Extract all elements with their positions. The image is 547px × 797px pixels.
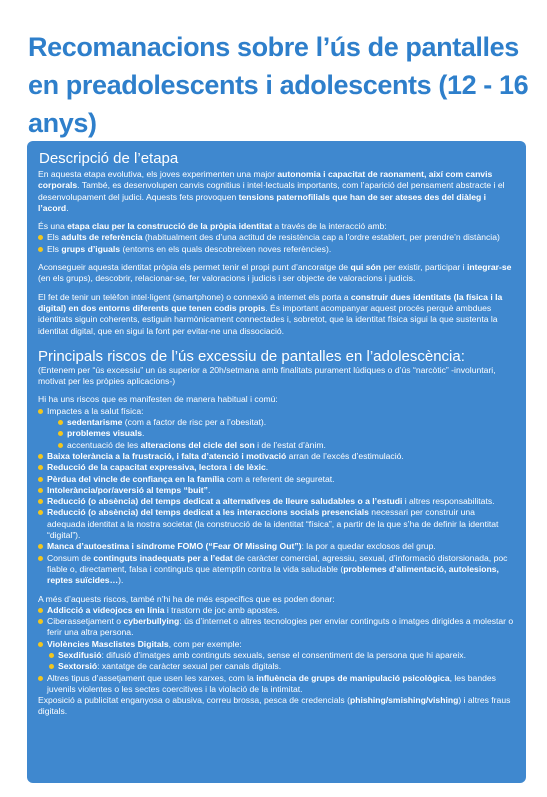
list-item (38, 474, 515, 485)
text-run: El fet de tenir un telèfon intel·ligent (smartphone) o connexió a internet els porta a (38, 291, 351, 302)
list-item (38, 605, 515, 616)
list-item (38, 232, 515, 243)
list-item (38, 639, 515, 650)
digital-violence-sub-list (38, 650, 515, 673)
list-item (38, 451, 515, 462)
text-run: ). (118, 575, 124, 586)
text-run: . També, es desenvolupen canvis cognitius i intel·lectuals importants, com l’aparició del pensament abstracte i el desenvolupament del judici. Aquests fets provoquen (38, 180, 505, 202)
bold-text: Pèrdua del vincle de confiança en la família (47, 473, 225, 484)
text-run: (com a factor de risc per a l’obesitat). (122, 417, 267, 428)
text-run: , com per exemple: (168, 638, 242, 649)
bold-text: Manca d’autoestima i síndrome FOMO (“Fear Of Missing Out”) (47, 541, 302, 552)
bold-text: adults de referència (61, 232, 143, 243)
bold-text: Reducció (o absència) del temps dedicat a alternatives de lleure saludables o a l’estudi (47, 496, 403, 507)
bold-text: alteracions del cicle del son (140, 439, 255, 450)
text-run: : la por a quedar exclosos del grup. (301, 541, 436, 552)
bold-text: Baixa tolerància a la frustració, i falta d’atenció i motivació (47, 450, 287, 461)
stage-paragraph (38, 169, 515, 214)
section-heading-risks: Principals riscos de l’ús excessiu de pantalles en l’adolescència: (38, 347, 465, 365)
health-risk-item (38, 406, 515, 451)
text-run: : xantatge de caràcter sexual per canals digitals. (97, 661, 282, 672)
identity-anchor-paragraph (38, 262, 515, 285)
text-run: Altres tipus d’assetjament que usen les xarxes, com la (47, 672, 257, 683)
list-item (49, 661, 515, 672)
bold-text: cyberbullying (123, 616, 180, 627)
text-run: per existir, participar i (381, 262, 467, 273)
bold-text: Reducció de la capacitat expressiva, lectora i de lèxic (47, 462, 266, 473)
bold-text: etapa clau per la construcció de la pròpia identitat (67, 221, 273, 232)
text-run: ) i altres fraus digitals. (38, 695, 511, 717)
bold-text: autonomia i capacitat de raonament, així com canvis corporals (38, 169, 493, 191)
text-run: accentuació de les (67, 439, 141, 450)
text-run: (entorns en els quals descobreixen noves referències). (120, 243, 332, 254)
bold-text: Violències Masclistes Digitals (47, 638, 169, 649)
text-run: Exposició a publicitat enganyosa o abusiva, correu brossa, pesca de credencials ( (38, 695, 350, 706)
text-run: A més d’aquests riscos, també n’hi ha de més específics que es poden donar: (38, 593, 335, 604)
bold-text: integrar-se (466, 262, 512, 273)
text-run: de caràcter comercial, agressiu, sexual, d’informació distorsionada, poc fiable o, directament, falsa i continguts que atemptin contra la vida saludable ( (47, 552, 508, 574)
closing-paragraph (38, 695, 515, 718)
bold-text: influència de grups de manipulació psicològica (256, 672, 450, 683)
bold-text: tensions paternofilials que han de ser ateses des del diàleg i l’acord (38, 191, 487, 213)
list-item (38, 541, 515, 552)
bold-text: sedentarisme (67, 417, 123, 428)
health-risk-label (47, 406, 143, 416)
list-item (49, 650, 515, 661)
text-run: (habitualment des d’una actitud de resistència cap a l’ordre establert, per prendre’n distància) (142, 232, 500, 243)
bold-text: Intolerància/por/aversió al temps “buit” (47, 484, 208, 495)
content-panel (27, 141, 526, 783)
list-item (38, 553, 515, 587)
dual-identity-paragraph (38, 292, 515, 337)
text-run: (en els grups), descobrir, relacionar-se, fer valoracions i judicis i ser objecte de valoracions i judicis. (38, 273, 416, 284)
identity-paragraph (38, 221, 515, 232)
bold-text: problemes visuals (67, 428, 142, 439)
text-run: com a referent de seguretat. (224, 473, 335, 484)
health-sub-list (47, 417, 515, 451)
text-run: Hi ha uns riscos que es manifesten de manera habitual i comú: (38, 394, 278, 405)
text-run: Impactes a la salut física: (47, 405, 144, 416)
text-run: . (207, 484, 211, 495)
text-run: i altres responsabilitats. (402, 496, 495, 507)
text-run: És una (38, 221, 68, 232)
text-run: Consum de (47, 552, 94, 563)
text-run: Els (47, 243, 62, 254)
text-run: a través de la interacció amb: (272, 221, 387, 232)
bold-text: phishing/smishing/vishing (349, 695, 459, 706)
common-risks-intro (38, 394, 515, 405)
bold-text: grups d’iguals (61, 243, 121, 254)
identity-list (38, 232, 515, 255)
list-item (58, 417, 515, 428)
other-harassment-list (38, 673, 515, 696)
specific-risks-list (38, 605, 515, 650)
text-run: . (265, 462, 269, 473)
bold-text: Addicció a videojocs en línia (47, 604, 165, 615)
list-item (38, 616, 515, 639)
common-risks-list (38, 406, 515, 451)
bold-text: construir dues identitats (la física i la digital) en dos entorns diferents que tenen codis propis (38, 291, 503, 313)
bold-text: Sexdifusió (58, 649, 102, 660)
text-run: arran de l’excés d’estimulació. (286, 450, 404, 461)
bold-text: Sextorsió (58, 661, 98, 672)
text-run: Els (47, 232, 62, 243)
text-run: . (66, 202, 69, 213)
list-item (38, 462, 515, 473)
risks-list (38, 451, 515, 587)
text-run: i de l’estat d’ànim. (254, 439, 326, 450)
bold-text: continguts inadequats per a l’edat (93, 552, 233, 563)
list-item (38, 485, 515, 496)
bold-text: problemes d’alimentació, autolesions, reptes suïcides… (47, 563, 499, 586)
list-item (58, 440, 515, 451)
list-item (38, 496, 515, 507)
text-run: En aquesta etapa evolutiva, els joves experimenten una major (38, 169, 278, 179)
list-item (38, 507, 515, 541)
specific-risks-intro (38, 594, 515, 605)
text-run: i trastorn de joc amb apostes. (164, 604, 280, 615)
text-run: : difusió d’imatges amb continguts sexuals, sense el consentiment de la persona que hi apareix. (101, 649, 466, 660)
text-run: . És important acompanyar aquest procés perquè ambdues identitats siguin coherents, estiguin harmònicament connectades i, sobretot, que la identitat física sigui la que sustenta la identitat digital, que en sigui la font per evitar-ne una dissociació. (38, 302, 498, 336)
text-run: Ciberassetjament o (47, 616, 124, 627)
text-run: : ús d’internet o altres tecnologies per enviar continguts o imatges dirigides a molestar o ferir una altra persona. (47, 616, 514, 638)
list-item (38, 673, 515, 696)
text-run: . (142, 428, 145, 439)
section-heading-stage: Descripció de l’etapa (39, 150, 179, 167)
bold-text: qui són (350, 262, 382, 273)
text-run: necessari per construir una adequada identitat a la nostra societat (la construcció de la identitat “física”, a partir de la que s’ha de definir la identitat “digital”). (47, 507, 499, 541)
text-run: Aconsegueir aquesta identitat pròpia els permet tenir el propi punt d’ancoratge de (38, 262, 351, 273)
list-item (58, 428, 515, 439)
text-run: , les bandes juvenils violentes o les sectes coercitives i la violació de la intimitat. (47, 672, 496, 694)
bold-text: Reducció (o absència) del temps dedicat a les interaccions socials presencials (47, 507, 369, 518)
page-title: Recomanacions sobre l’ús de pantalles en preadolescents i adolescents (12 - 16 anys) (28, 32, 529, 138)
list-item (38, 244, 515, 255)
risks-subtitle: (Entenem per “ús excessiu” un ús superior a 20h/setmana amb finalitats purament lúdiques o d’ús “narcòtic” -involuntari, motivat per les pròpies aplicacions-) (38, 364, 496, 387)
